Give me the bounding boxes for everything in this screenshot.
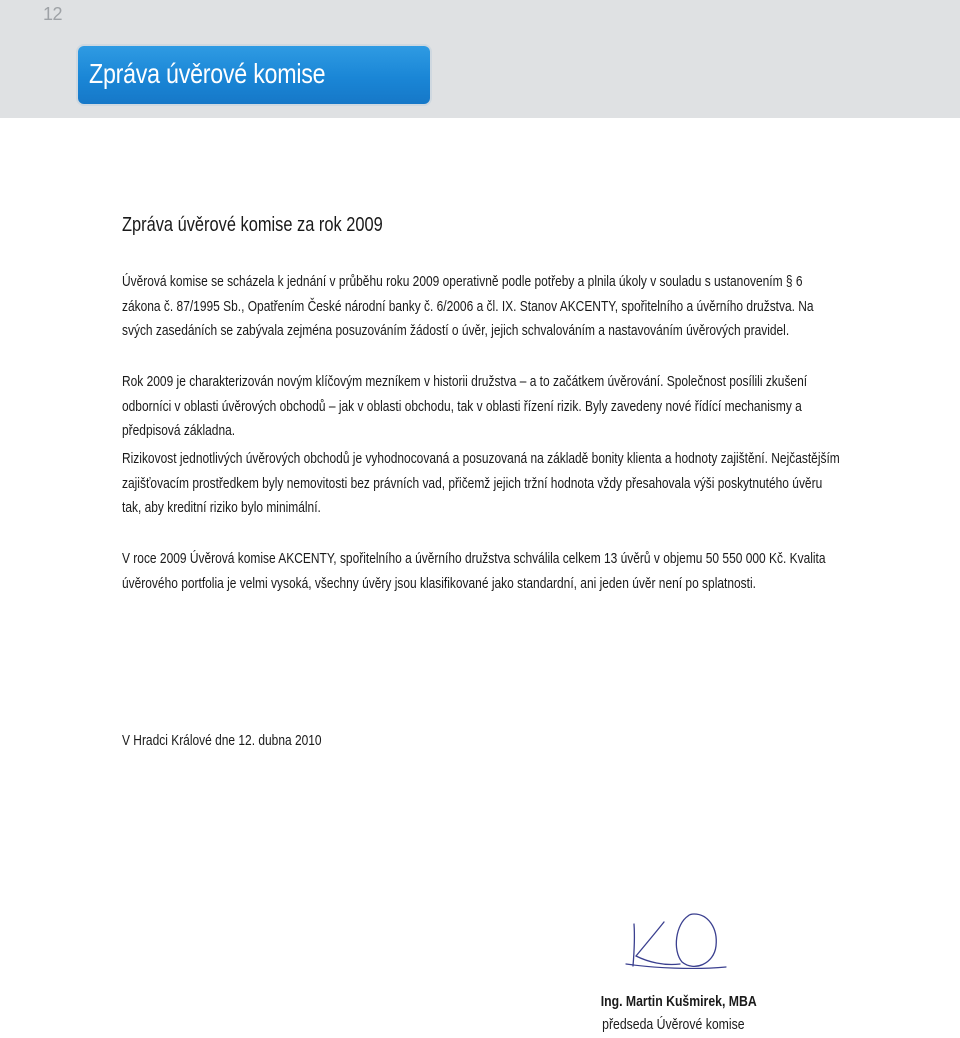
section-heading: Zpráva úvěrové komise za rok 2009: [122, 214, 383, 236]
paragraph-3: Rizikovost jednotlivých úvěrových obchodů je vyhodnocovaná a posuzovaná na základě bonity klienta a hodnoty zajištění. Nejčastějším zajišťovacím prostředkem byly nemovitosti bez právních vad, přičemž jejich tržní hodnota vždy přesahovala výši poskytnutého úvěru tak, aby kreditní riziko bylo minimální.: [122, 451, 840, 516]
paragraph-2: Rok 2009 je charakterizován novým klíčovým mezníkem v historii družstva – a to začátkem úvěrování. Společnost posílili zkušení odborníci v oblasti úvěrových obchodů – jak v oblasti obchodu, tak v oblasti řízení rizik. Byly zavedeny nové řídící mechanismy a předpisová základna.: [122, 374, 808, 439]
page-number: 12: [43, 4, 63, 24]
handwritten-signature: [624, 910, 728, 976]
page-title: Zpráva úvěrové komise: [89, 58, 326, 89]
paragraph-1: Úvěrová komise se scházela k jednání v průběhu roku 2009 operativně podle potřeby a plnila úkoly v souladu s ustanovením § 6 zákona č. 87/1995 Sb., Opatřením České národní banky č. 6/2006 a čl. IX. Stanov AKCENTY, spořitelního a úvěrního družstva. Na svých zasedáních se zabývala zejména posuzováním žádostí o úvěr, jejich schvalováním a nastavováním úvěrových pravidel.: [122, 274, 814, 339]
paragraph-4: V roce 2009 Úvěrová komise AKCENTY, spořitelního a úvěrního družstva schválila celkem 13 úvěrů v objemu 50 550 000 Kč. Kvalita úvěrového portfolia je velmi vysoká, všechny úvěry jsou klasifikované jako standardní, ani jeden úvěr není po splatnosti.: [122, 551, 826, 592]
signer-role: předseda Úvěrové komise: [602, 1017, 745, 1033]
place-and-date: V Hradci Králové dne 12. dubna 2010: [122, 733, 322, 749]
title-banner: [78, 46, 430, 104]
signer-name: Ing. Martin Kušmirek, MBA: [601, 994, 757, 1010]
header-band: [0, 0, 960, 32]
